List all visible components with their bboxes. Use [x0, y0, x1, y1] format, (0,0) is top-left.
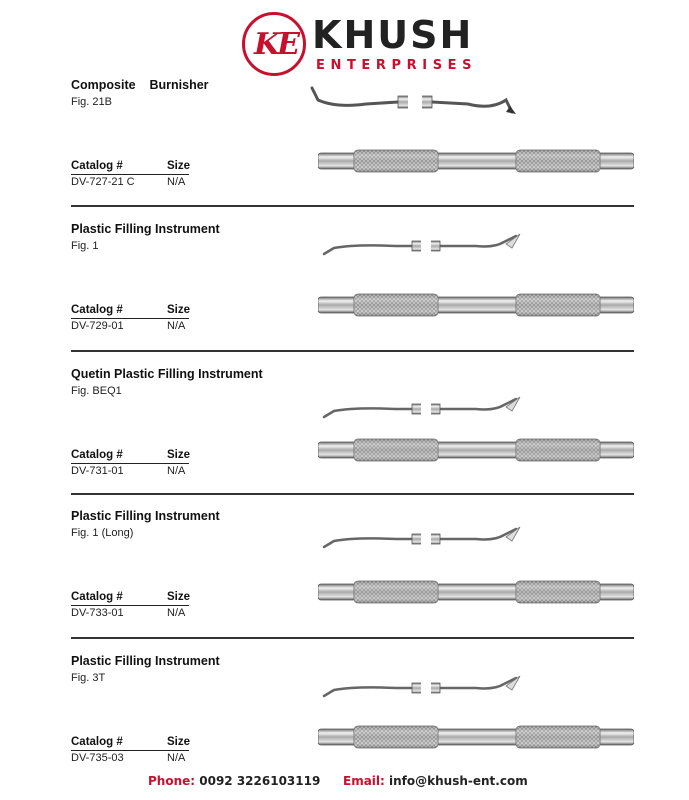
- size-header: Size: [167, 449, 191, 461]
- brand-logo: [242, 12, 478, 78]
- product-section: [0, 361, 689, 505]
- header-underline: [71, 318, 189, 319]
- product-section: [0, 216, 689, 360]
- email-label: Email:: [343, 774, 385, 788]
- product-fig: Fig. 21B: [71, 96, 112, 108]
- instrument-handle-image: [318, 149, 634, 173]
- footer-phone: [148, 774, 320, 788]
- catalog-number: DV-735-03: [71, 752, 124, 764]
- product-title: Plastic Filling Instrument: [71, 222, 220, 236]
- size-value: N/A: [167, 176, 186, 188]
- header-underline: [71, 174, 189, 175]
- section-divider: [71, 350, 634, 352]
- product-fig: Fig. 1 (Long): [71, 527, 134, 539]
- product-fig: Fig. BEQ1: [71, 385, 122, 397]
- instrument-handle-image: [318, 580, 634, 604]
- size-header: Size: [167, 160, 191, 172]
- product-section: [0, 648, 689, 792]
- section-divider: [71, 205, 634, 207]
- product-title: Plastic Filling Instrument: [71, 654, 220, 668]
- logo-mark: KE: [254, 27, 297, 62]
- catalog-number: DV-727-21 C: [71, 176, 135, 188]
- phone-number[interactable]: 0092 3226103119: [199, 774, 321, 788]
- catalog-header: Catalog #: [71, 449, 123, 461]
- product-section: [0, 503, 689, 647]
- instrument-handle-image: [318, 438, 634, 462]
- product-fig: Fig. 1: [71, 240, 99, 252]
- instrument-tip-image: [306, 82, 526, 122]
- phone-label: Phone:: [148, 774, 196, 788]
- catalog-header: Catalog #: [71, 591, 123, 603]
- logo-circle: [242, 12, 306, 76]
- instrument-tip-image: [316, 226, 536, 266]
- brand-subtitle: ENTERPRISES: [316, 58, 478, 73]
- product-title: Quetin Plastic Filling Instrument: [71, 367, 263, 381]
- size-value: N/A: [167, 465, 186, 477]
- catalog-number: DV-729-01: [71, 320, 124, 332]
- catalog-header: Catalog #: [71, 160, 123, 172]
- instrument-handle-image: [318, 293, 634, 317]
- section-divider: [71, 493, 634, 495]
- header-underline: [71, 463, 189, 464]
- catalog-header: Catalog #: [71, 304, 123, 316]
- catalog-header: Catalog #: [71, 736, 123, 748]
- brand-name: KHUSH: [312, 13, 474, 57]
- instrument-tip-image: [316, 668, 536, 708]
- size-header: Size: [167, 736, 191, 748]
- header-underline: [71, 750, 189, 751]
- header-underline: [71, 605, 189, 606]
- section-divider: [71, 637, 634, 639]
- size-value: N/A: [167, 320, 186, 332]
- size-value: N/A: [167, 607, 186, 619]
- instrument-tip-image: [316, 519, 536, 559]
- instrument-handle-image: [318, 725, 634, 749]
- size-header: Size: [167, 591, 191, 603]
- product-fig: Fig. 3T: [71, 672, 106, 684]
- catalog-number: DV-731-01: [71, 465, 124, 477]
- email-address[interactable]: info@khush-ent.com: [389, 774, 528, 788]
- footer-email: [343, 774, 528, 788]
- product-section: [0, 72, 689, 216]
- size-header: Size: [167, 304, 191, 316]
- catalog-number: DV-733-01: [71, 607, 124, 619]
- product-title: Plastic Filling Instrument: [71, 509, 220, 523]
- product-title: Composite Burnisher: [71, 78, 209, 92]
- size-value: N/A: [167, 752, 186, 764]
- instrument-tip-image: [316, 389, 536, 429]
